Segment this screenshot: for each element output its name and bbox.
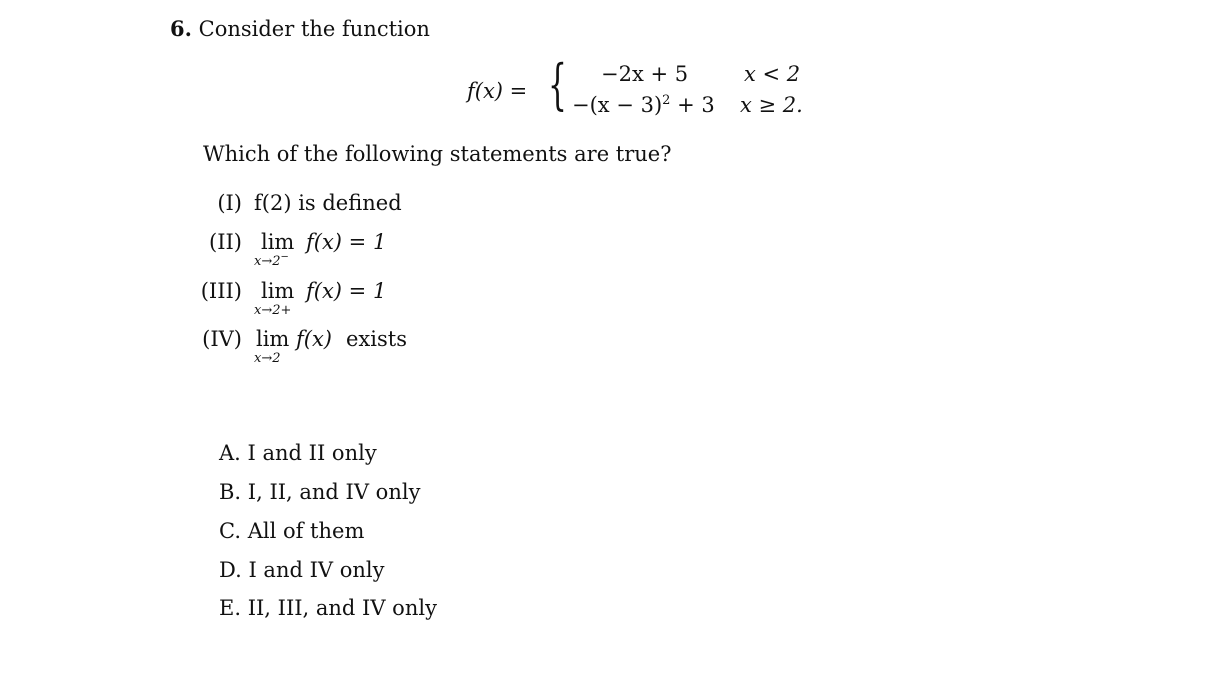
choice-letter: E. [219,596,242,620]
case2-base: −(x − 3) [572,93,663,117]
question-prompt: Which of the following statements are true? [203,142,672,166]
statement-numeral: (II) [209,230,242,254]
limit-subscript-main: x→2 [254,254,281,269]
choice-a[interactable] [219,441,377,465]
limit-expression: f(x) = 1 [306,230,387,254]
choice-text: All of them [247,519,365,543]
function-lhs: f(x) = [467,79,528,103]
limit-operator: lim [261,230,295,254]
case2-exponent: 2 [662,93,671,108]
limit-subscript: x→2 [254,351,281,366]
choice-letter: C. [219,519,241,543]
statement-tail: exists [346,327,407,351]
choice-text: I, II, and IV only [247,480,421,504]
question-header [170,16,430,41]
choice-d[interactable] [219,558,384,582]
statement-numeral: (III) [200,279,242,303]
choice-text: I and IV only [248,558,385,582]
question-intro: Consider the function [198,17,430,41]
limit-expression: f(x) [296,327,333,351]
case2-tail: + 3 [670,93,715,117]
question-number: 6. [170,16,192,41]
choice-letter: D. [219,558,242,582]
limit-subscript: x→2+ [254,303,292,318]
case2-expression [572,93,715,117]
case1-condition: x < 2 [744,62,801,86]
choice-letter: B. [219,480,242,504]
statement-numeral: (IV) [202,327,242,351]
limit-operator: lim [256,327,290,351]
choice-b[interactable] [219,480,420,504]
choice-text: I and II only [247,441,377,465]
choice-e[interactable] [219,596,437,620]
statement-text: f(2) is defined [254,191,402,215]
limit-subscript-sign: − [280,251,289,263]
choice-c[interactable] [219,519,364,543]
choice-text: II, III, and IV only [247,596,437,620]
limit-operator: lim [261,279,295,303]
choice-letter: A. [219,441,241,465]
limit-expression: f(x) = 1 [306,279,387,303]
left-brace: { [548,53,567,116]
case1-expression: −2x + 5 [601,62,689,86]
statement-numeral: (I) [217,191,242,215]
case2-condition: x ≥ 2. [740,93,803,117]
limit-subscript [254,251,289,269]
